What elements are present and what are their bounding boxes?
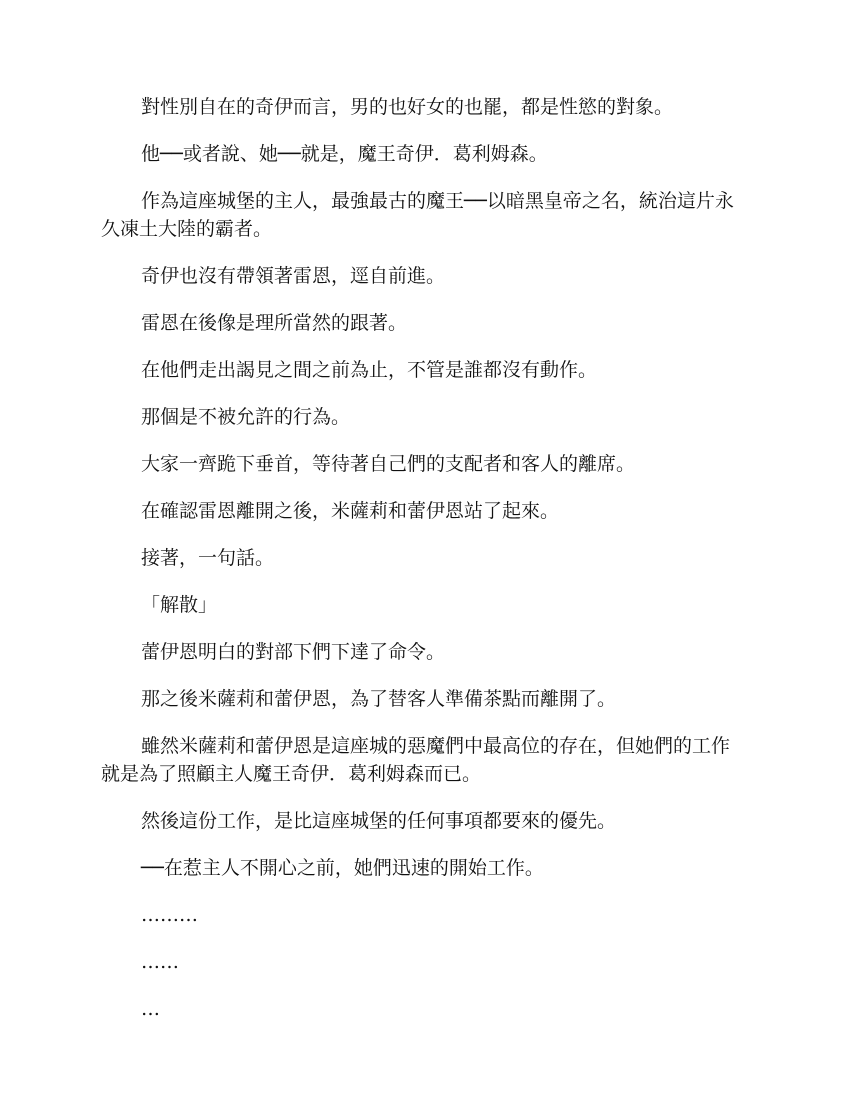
paragraph: 那個是不被允許的行為。	[141, 406, 351, 428]
paragraph: 蕾伊恩明白的對部下們下達了命令。	[141, 641, 446, 663]
paragraph: 作為這座城堡的主人，最強最古的魔王──以暗黑皇帝之名，統治這片永久凍土大陸的霸者。	[101, 190, 734, 240]
paragraph: ……	[141, 951, 179, 973]
paragraph: ………	[141, 904, 198, 926]
paragraph: 接著，一句話。	[141, 547, 275, 569]
paragraph: 他──或者說、她──就是，魔王奇伊．葛利姆森。	[141, 143, 548, 165]
paragraph: 「解散」	[141, 594, 218, 616]
paragraph: 奇伊也沒有帶領著雷恩，逕自前進。	[141, 265, 446, 287]
document-body	[101, 93, 741, 1042]
paragraph: 對性別自在的奇伊而言，男的也好女的也罷，都是性慾的對象。	[141, 96, 674, 118]
paragraph: 雷恩在後像是理所當然的跟著。	[141, 312, 408, 334]
paragraph: 那之後米薩莉和蕾伊恩，為了替客人準備茶點而離開了。	[141, 688, 617, 710]
paragraph: 在他們走出謁見之間之前為止，不管是誰都沒有動作。	[141, 359, 598, 381]
paragraph: …	[141, 998, 160, 1020]
paragraph: ──在惹主人不開心之前，她們迅速的開始工作。	[141, 857, 544, 879]
paragraph: 然後這份工作，是比這座城堡的任何事項都要來的優先。	[141, 810, 617, 832]
paragraph: 雖然米薩莉和蕾伊恩是這座城的惡魔們中最高位的存在，但她們的工作就是為了照顧主人魔王奇伊．葛利姆森而已。	[101, 735, 731, 785]
paragraph: 在確認雷恩離開之後，米薩莉和蕾伊恩站了起來。	[141, 500, 560, 522]
paragraph: 大家一齊跪下垂首，等待著自己們的支配者和客人的離席。	[141, 453, 636, 475]
